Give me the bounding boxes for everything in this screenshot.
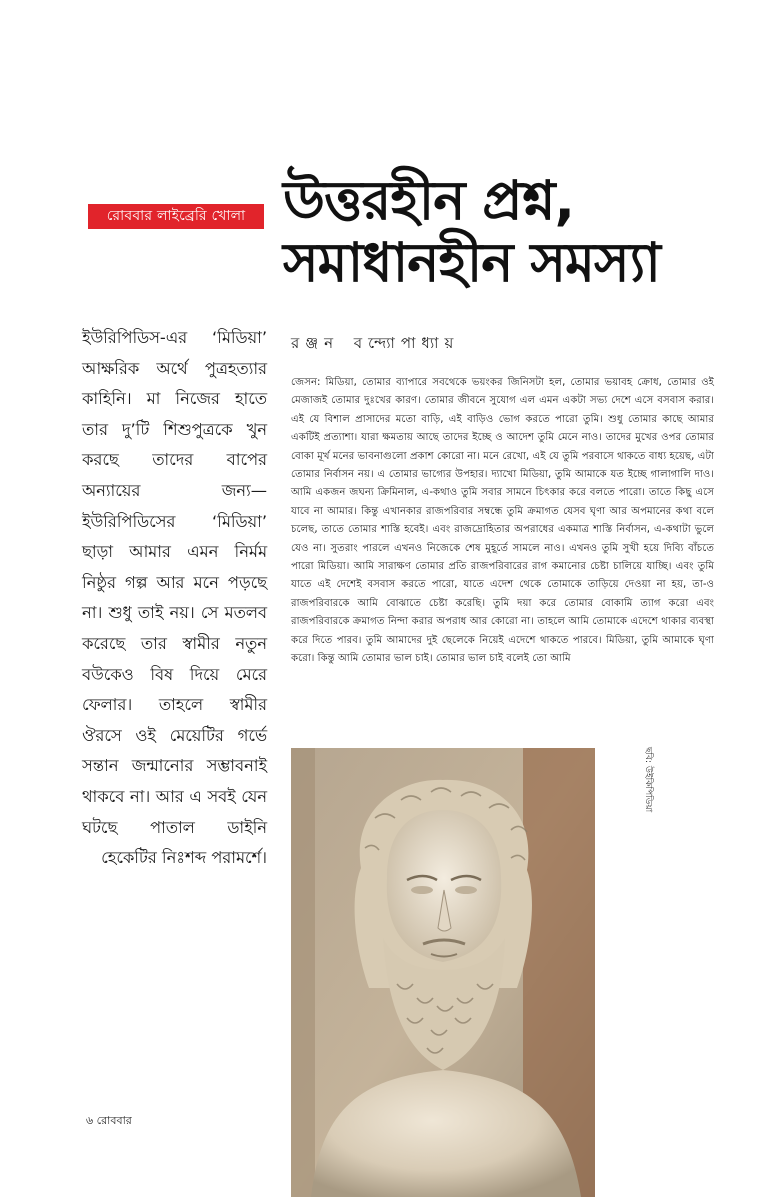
- article-body: জেসন: মিডিয়া, তোমার ব্যাপারে সবথেকে ভয়ংকর জিনিসটা হল, তোমার ভয়াবহ ক্রোধ, তোমার ওই মেজাজই তোমার দুঃখের কারণ। তোমার জীবনে সুযোগ এল এমন একটা সভ্য দেশে এসে বসবাস করার। এই যে বিশাল প্রাসাদের মতো বাড়ি, এই বাড়িও ভোগ করতে পারো তুমি। শুধু তোমার কাছে আমার একটিই প্রত্যাশা। যারা ক্ষমতায় আছে তাদের ইচ্ছে ও আদেশ তুমি মেনে নাও। তাদের মুখের ওপর তোমার বোকা মূর্খ মনের ভাবনাগুলো প্রকাশ কোরো না। মনে রেখো, এই যে তুমি পরবাসে থাকতে বাধ্য হয়েছ, এটা তোমার নির্বাসন নয়। এ তোমার ভাগ্যের উপহার। দ্যাখো মিডিয়া, তুমি আমাকে যত ইচ্ছে গালাগালি দাও। আমি একজন জঘন্য ক্রিমিনাল, এ-কথাও তুমি সবার সামনে চিৎকার করে বলতে পারো। তাতে কিছু এসে যাবে না আমার। কিন্তু এখানকার রাজপরিবার সম্বন্ধে তুমি ক্রমাগত যেসব ঘৃণা আর অপমানের কথা বলে চলেছ, তাতে তোমার শাস্তি হবেই। এবং রাজদ্রোহিতার অপরাধের একমাত্র শাস্তি নির্বাসন, এ-কথাটা ভুলে যেও না। সুতরাং পারলে এখনও নিজেকে শেষ মুহূর্তে সামলে নাও। এখনও তুমি সুখী হয়ে দিব্যি বাঁচতে পারো মিডিয়া। আমি সারাক্ষণ তোমার প্রতি রাজপরিবারের রাগ কমানোর চেষ্টা চালিয়ে যাচ্ছি। এবং তুমি যাতে এই দেশেই বসবাস করতে পারো, যাতে এদেশ থেকে তোমাকে তাড়িয়ে দেওয়া না হয়, তা-ও রাজপরিবারকে আমি বোঝাতে চেষ্টা করেছি। তুমি দয়া করে তোমার বোকামি ত্যাগ করো এবং রাজপরিবারকে ক্রমাগত নিন্দা করার অপরাধ আর কোরো না। তাহলে আমি তোমাকে এদেশে থাকার ব্যবস্থা করে দিতে পারব। তুমি আমাদের দুই ছেলেকে নিয়েই এদেশে থাকতে পারবে। মিডিয়া, তুমি আমাকে ঘৃণা করো। কিন্তু আমি তোমার ভাল চাই। তোমার ভাল চাই বলেই তো আমি: [291, 377, 714, 665]
- author-byline: রঞ্জন বন্দ্যোপাধ্যায়: [291, 334, 460, 352]
- pull-quote: ইউরিপিডিস-এর ‘মিডিয়া’ আক্ষরিক অর্থে পুত্রহত্যার কাহিনি। মা নিজের হাতে তার দু’টি শিশুপুত্রকে খুন করছে তাদের বাপের অন্যায়ের জন্য— ইউরিপিডিসের ‘মিডিয়া’ ছাড়া আমার এমন নির্মম নিষ্ঠুর গল্প আর মনে পড়ছে না। শুধু তাই নয়। সে মতলব করেছে তার স্বামীর নতুন বউকেও বিষ দিয়ে মেরে ফেলার। তাহলে স্বামীর ঔরসে ওই মেয়েটির গর্ভে সন্তান জন্মানোর সম্ভাবনাই থাকবে না। আর এ সবই যেন ঘটছে পাতাল ডাইনি হেকেটির নিঃশব্দ পরামর্শে।: [82, 328, 267, 868]
- headline: [283, 170, 753, 294]
- headline-line-2: সমাধানহীন সমস্যা: [283, 231, 660, 294]
- photo-credit: ছবি: উইকিপিডিয়া: [643, 747, 653, 813]
- page-folio: ৬ রোববার: [86, 1114, 132, 1127]
- euripides-bust-photo: [291, 748, 595, 1197]
- headline-line-1: উত্তরহীন প্রশ্ন,: [283, 169, 575, 232]
- section-tag: রোববার লাইব্রেরি খোলা: [88, 204, 264, 229]
